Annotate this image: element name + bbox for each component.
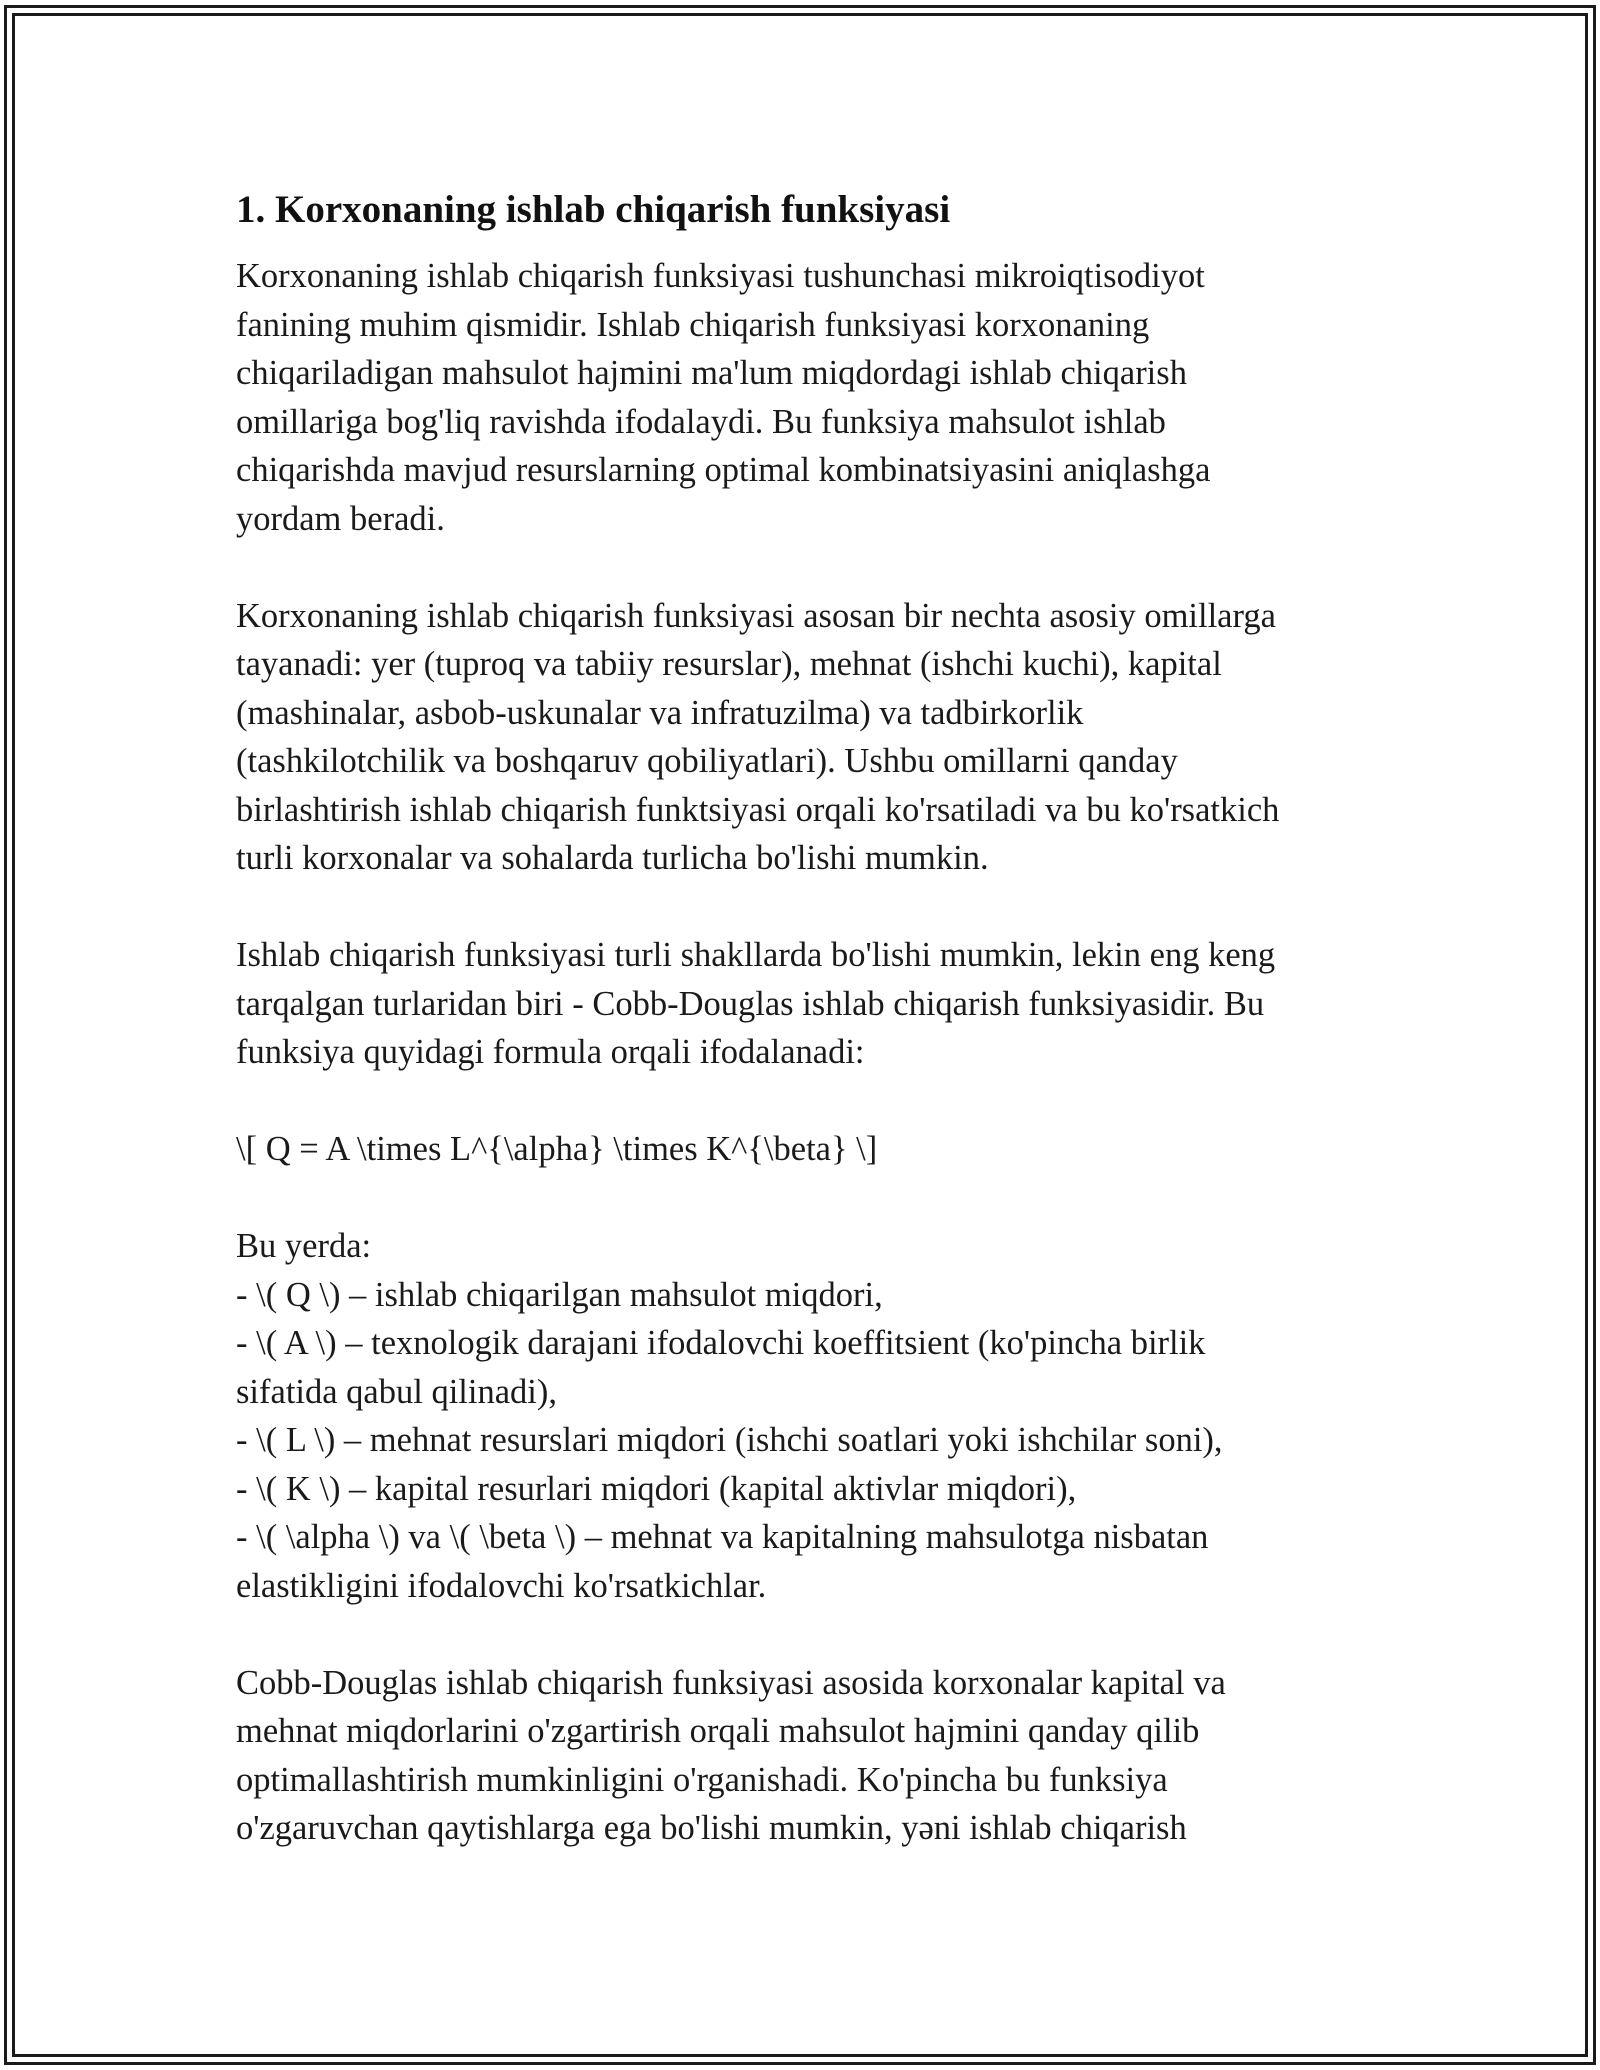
- definition-item: elastikligini ifodalovchi ko'rsatkichlar.: [236, 1566, 767, 1605]
- text-line: funksiya quyidagi formula orqali ifodalanadi:: [236, 1033, 865, 1071]
- text-line: fanining muhim qismidir. Ishlab chiqarish funksiyasi korxonaning: [236, 305, 1150, 344]
- definition-item: - \( L \) – mehnat resurslari miqdori (ishchi soatlari yoki ishchilar soni),: [236, 1421, 1223, 1459]
- text-line: Korxonaning ishlab chiqarish funksiyasi asosan bir nechta asosiy omillarga: [236, 596, 1276, 635]
- formula: [236, 1125, 1366, 1174]
- text-line: Ishlab chiqarish funksiyasi turli shakllarda bo'lishi mumkin, lekin eng keng: [236, 936, 1276, 974]
- paragraph-intro: [236, 252, 1366, 543]
- text-line: tayanadi: yer (tuproq va tabiiy resurslar), mehnat (ishchi kuchi), kapital: [236, 645, 1222, 683]
- text-line: (tashkilotchilik va boshqaruv qobiliyatlari). Ushbu omillarni qanday: [236, 742, 1178, 780]
- text-line: birlashtirish ishlab chiqarish funktsiyasi orqali ko'rsatiladi va bu ko'rsatkich: [236, 790, 1280, 829]
- text-line: mehnat miqdorlarini o'zgartirish orqali mahsulot hajmini qanday qilib: [236, 1712, 1200, 1750]
- text-line: chiqarishda mavjud resurslarning optimal kombinatsiyasini aniqlashga: [236, 451, 1211, 489]
- paragraph-optimization: [236, 1659, 1366, 1853]
- definitions-intro: Bu yerda:: [236, 1227, 372, 1265]
- definition-item: - \( Q \) – ishlab chiqarilgan mahsulot miqdori,: [236, 1275, 883, 1314]
- paragraph-spacer: [236, 1077, 1366, 1126]
- definition-item: - \( \alpha \) va \( \beta \) – mehnat va kapitalning mahsulotga nisbatan: [236, 1518, 1209, 1556]
- text-line: Cobb-Douglas ishlab chiqarish funksiyasi asosida korxonalar kapital va: [236, 1663, 1226, 1702]
- definition-item: sifatida qabul qilinadi),: [236, 1372, 557, 1411]
- text-line: Korxonaning ishlab chiqarish funksiyasi tushunchasi mikroiqtisodiyot: [236, 257, 1205, 295]
- paragraph-spacer: [236, 543, 1366, 592]
- document-body: [236, 182, 1366, 1853]
- paragraph-spacer: [236, 1610, 1366, 1659]
- paragraph-spacer: [236, 1174, 1366, 1223]
- formula-text: \[ Q = A \times L^{\alpha} \times K^{\beta} \]: [236, 1130, 878, 1168]
- text-line: yordam beradi.: [236, 499, 445, 538]
- text-line: omillariga bog'liq ravishda ifodalaydi. Bu funksiya mahsulot ishlab: [236, 402, 1166, 441]
- text-line: turli korxonalar va sohalarda turlicha bo'lishi mumkin.: [236, 839, 989, 877]
- paragraph-factors: [236, 592, 1366, 883]
- text-line: tarqalgan turlaridan biri - Cobb-Douglas ishlab chiqarish funksiyasidir. Bu: [236, 984, 1265, 1023]
- text-line: optimallashtirish mumkinligini o'rganishadi. Ko'pincha bu funksiya: [236, 1760, 1168, 1799]
- definition-item: - \( A \) – texnologik darajani ifodalovchi koeffitsient (ko'pincha birlik: [236, 1324, 1206, 1362]
- definitions-list: [236, 1222, 1366, 1610]
- paragraph-spacer: [236, 883, 1366, 932]
- text-line: chiqariladigan mahsulot hajmini ma'lum miqdordagi ishlab chiqarish: [236, 354, 1187, 392]
- text-line: (mashinalar, asbob-uskunalar va infratuzilma) va tadbirkorlik: [236, 693, 1084, 732]
- definition-item: - \( K \) – kapital resurlari miqdori (kapital aktivlar miqdori),: [236, 1469, 1077, 1508]
- text-line: o'zgaruvchan qaytishlarga ega bo'lishi mumkin, yəni ishlab chiqarish: [236, 1809, 1187, 1847]
- paragraph-cobb-douglas-intro: [236, 931, 1366, 1077]
- section-heading: 1. Korxonaning ishlab chiqarish funksiyasi: [236, 188, 951, 231]
